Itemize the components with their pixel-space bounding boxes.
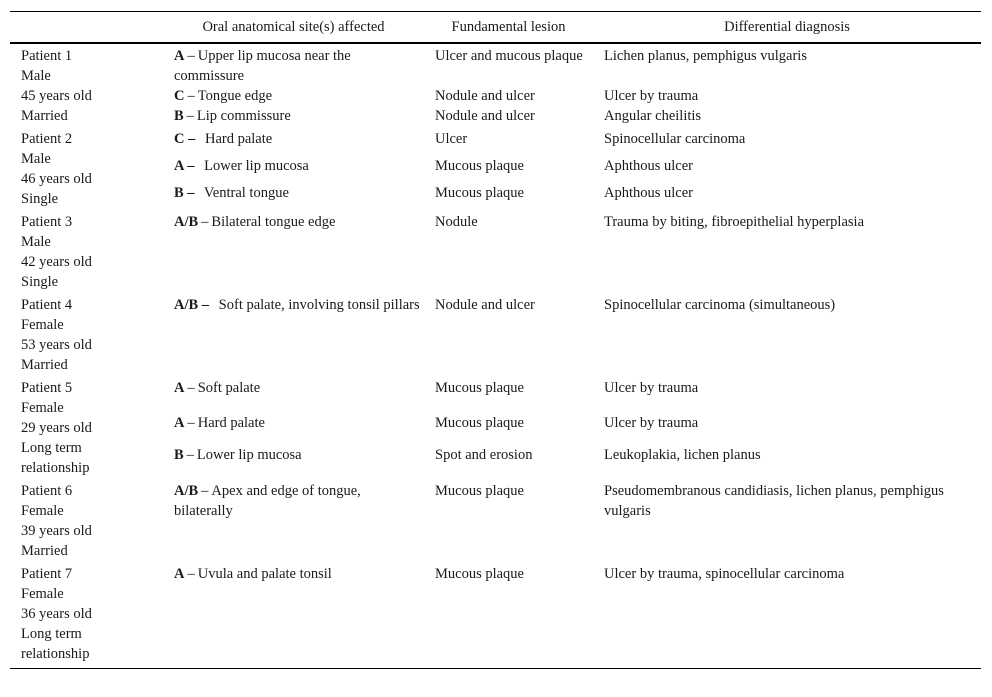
patient-info-line: Male: [21, 68, 51, 84]
site-code: C: [174, 88, 185, 104]
patient-info-line: 39 years old: [21, 523, 92, 539]
table-row: [10, 126, 981, 156]
patient-info-line: Female: [21, 317, 64, 333]
patient-info-line: Patient 4: [21, 297, 73, 313]
lesion-cell: Mucous plaque: [435, 483, 524, 499]
site-text: Uvula and palate tonsil: [197, 566, 332, 582]
patient-info-cell: [10, 375, 163, 478]
site-dash: –: [187, 380, 195, 396]
header-patient: [10, 12, 163, 44]
site-text: Ventral tongue: [203, 184, 289, 201]
header-diagnosis: Differential diagnosis: [593, 12, 981, 44]
site-cell: [163, 478, 424, 561]
site-cell: [163, 43, 424, 86]
patients-table: [10, 11, 981, 669]
patient-info-line: Single: [21, 274, 59, 290]
table-row: [10, 292, 981, 375]
patient-info-cell: [10, 126, 163, 209]
site-cell: [163, 561, 424, 669]
diagnosis-cell: Angular cheilitis: [604, 108, 702, 124]
patient-info-line: Patient 3: [21, 214, 73, 230]
site-code: A: [174, 48, 185, 64]
site-dash: –: [187, 48, 195, 64]
site-code: C –: [174, 131, 196, 147]
patient-info-line: 29 years old: [21, 420, 92, 436]
patient-info-line: Patient 6: [21, 483, 73, 499]
patient-info-line: Long term: [21, 626, 82, 642]
lesion-cell: Ulcer: [435, 131, 468, 147]
site-text: Lower lip mucosa: [196, 447, 302, 464]
site-text: Apex and edge of tongue, bilaterally: [174, 483, 361, 519]
patient-info-line: Female: [21, 503, 64, 519]
patient-info-cell: [10, 43, 163, 126]
site-code: B –: [174, 184, 195, 201]
lesion-cell: Nodule and ulcer: [435, 297, 535, 313]
table-header: [10, 12, 981, 44]
site-code: A/B –: [174, 297, 210, 313]
diagnosis-cell: Trauma by biting, fibroepithelial hyperplasia: [604, 214, 865, 230]
patient-info-cell: [10, 561, 163, 669]
site-dash: –: [186, 447, 194, 464]
site-text: Tongue edge: [197, 88, 273, 104]
site-code: A –: [174, 158, 195, 175]
diagnosis-cell: Leukoplakia, lichen planus: [604, 447, 761, 464]
site-cell: [163, 106, 424, 126]
header-lesion: Fundamental lesion: [424, 12, 593, 44]
patient-info-line: Patient 7: [21, 566, 73, 582]
site-cell: [163, 86, 424, 106]
lesion-cell: Mucous plaque: [435, 184, 524, 201]
site-text: Upper lip mucosa near the commissure: [174, 48, 351, 84]
site-text: Hard palate: [197, 414, 265, 431]
site-code: A: [174, 380, 185, 396]
patient-info-line: 46 years old: [21, 171, 92, 187]
patient-info-line: Married: [21, 108, 68, 124]
table-body: [10, 43, 981, 669]
table-row: [10, 478, 981, 561]
site-dash: –: [187, 566, 195, 582]
lesion-cell: Nodule: [435, 214, 478, 230]
header-site: Oral anatomical site(s) affected: [163, 12, 424, 44]
patient-info-line: Married: [21, 543, 68, 559]
table-row: [10, 375, 981, 413]
site-cell: [163, 126, 424, 156]
site-dash: –: [187, 414, 195, 431]
lesion-cell: Mucous plaque: [435, 158, 524, 175]
site-cell: [163, 413, 424, 446]
lesion-cell: Mucous plaque: [435, 414, 524, 431]
site-code: B: [174, 447, 184, 464]
site-text: Soft palate, involving tonsil pillars: [218, 297, 420, 313]
site-text: Hard palate: [204, 131, 273, 147]
site-dash: –: [186, 108, 194, 124]
site-code: A: [174, 414, 185, 431]
diagnosis-cell: Ulcer by trauma: [604, 414, 699, 431]
patient-info-cell: [10, 292, 163, 375]
diagnosis-cell: Ulcer by trauma: [604, 380, 699, 396]
site-text: Bilateral tongue edge: [211, 214, 336, 230]
site-cell: [163, 445, 424, 478]
patient-info-line: Patient 2: [21, 131, 73, 147]
patient-info-line: Female: [21, 400, 64, 416]
site-text: Soft palate: [197, 380, 261, 396]
diagnosis-cell: Aphthous ulcer: [604, 158, 693, 175]
diagnosis-cell: Aphthous ulcer: [604, 184, 693, 201]
diagnosis-cell: Spinocellular carcinoma (simultaneous): [604, 297, 836, 313]
site-cell: [163, 375, 424, 413]
patient-info-line: Female: [21, 586, 64, 602]
diagnosis-cell: Ulcer by trauma, spinocellular carcinoma: [593, 561, 981, 669]
patient-info-line: Long term: [21, 440, 82, 456]
site-code: B: [174, 108, 184, 124]
diagnosis-cell: Pseudomembranous candidiasis, lichen planus, pemphigus vulgaris: [604, 483, 944, 519]
diagnosis-cell: Spinocellular carcinoma: [604, 131, 746, 147]
patient-info-line: relationship: [21, 646, 90, 662]
lesion-cell: Nodule and ulcer: [435, 108, 535, 124]
diagnosis-cell: Ulcer by trauma: [604, 88, 699, 104]
site-code: A: [174, 566, 185, 582]
site-cell: [163, 183, 424, 209]
patient-info-line: Married: [21, 357, 68, 373]
patient-info-line: Single: [21, 191, 59, 207]
diagnosis-cell: Lichen planus, pemphigus vulgaris: [604, 48, 807, 64]
site-code: A/B: [174, 483, 199, 499]
patient-info-line: Male: [21, 234, 51, 250]
site-cell: [163, 209, 424, 292]
site-dash: –: [187, 88, 195, 104]
patient-info-line: Male: [21, 151, 51, 167]
patient-info-line: relationship: [21, 460, 90, 476]
lesion-cell: Mucous plaque: [424, 561, 593, 669]
site-dash: –: [201, 483, 209, 499]
patient-info-cell: [10, 478, 163, 561]
lesion-cell: Spot and erosion: [435, 447, 533, 464]
site-text: Lip commissure: [196, 108, 291, 124]
patient-info-line: 53 years old: [21, 337, 92, 353]
table-row: [10, 561, 981, 669]
lesion-cell: Ulcer and mucous plaque: [435, 48, 583, 64]
site-cell: [163, 292, 424, 375]
lesion-cell: Mucous plaque: [435, 380, 524, 396]
patient-info-line: Patient 1: [21, 48, 73, 64]
site-code: A/B: [174, 214, 199, 230]
site-dash: –: [201, 214, 209, 230]
patient-info-line: 36 years old: [21, 606, 92, 622]
table-row: [10, 43, 981, 86]
lesion-cell: Nodule and ulcer: [435, 88, 535, 104]
patient-info-line: Patient 5: [21, 380, 73, 396]
patient-info-line: 45 years old: [21, 88, 92, 104]
patient-info-line: 42 years old: [21, 254, 92, 270]
table-row: [10, 209, 981, 292]
patient-info-cell: [10, 209, 163, 292]
site-cell: [163, 156, 424, 182]
site-text: Lower lip mucosa: [204, 158, 309, 175]
